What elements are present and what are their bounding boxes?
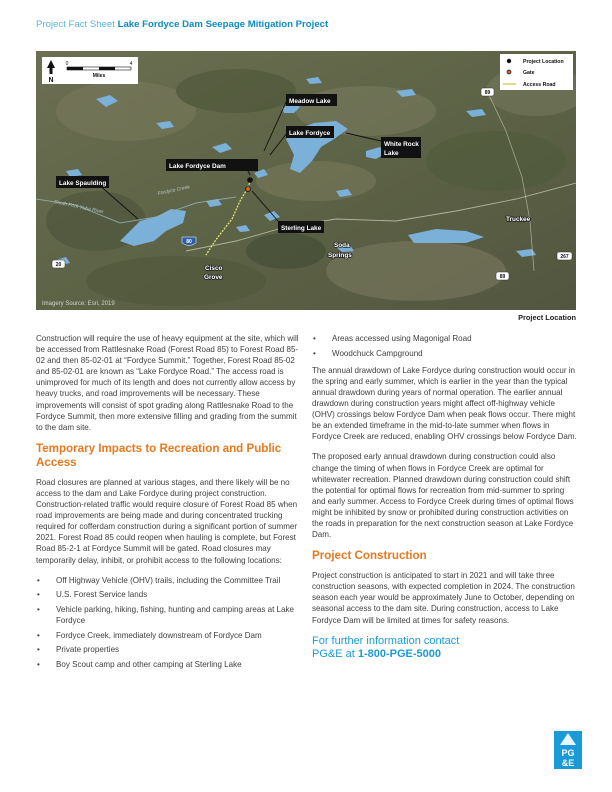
construction-heading: Project Construction: [312, 549, 427, 563]
shield-20: 20: [55, 262, 62, 268]
label-soda-springs-2: Springs: [328, 252, 352, 259]
map-caption: Project Location: [518, 313, 576, 322]
access-bullet-list: [36, 575, 301, 671]
list-item: • Private properties: [37, 645, 120, 655]
bullet-icon: •: [37, 645, 40, 655]
label-truckee: Truckee: [506, 216, 531, 223]
contact-prefix: PG&E at: [312, 648, 358, 661]
label-lake-fordyce-dam: Lake Fordyce Dam: [169, 163, 226, 170]
list-item: • Woodchuck Campground: [313, 348, 423, 358]
recreation-heading: Temporary Impacts to Recreation and Public Access: [36, 441, 282, 469]
svg-text:N: N: [48, 77, 54, 84]
logo-text-bottom: &E: [561, 758, 575, 768]
whitewater-paragraph: The proposed early annual drawdown during construction could also change the timing of when flows in Fordyce Creek are optimal for whitewater recreation. Planned drawdown during construction could shift the potential for optimal flows for recreation from mid-summer to spring and early summer. Access to Fordyce Creek during times of optimal flows might be inhibited by snow or prohibited during construction activities on the roads in preparation for the next construction season at Lake Fordyce Dam.: [312, 452, 574, 540]
left-column: [36, 333, 301, 676]
pge-logo: [554, 731, 582, 769]
bullet-icon: •: [37, 604, 40, 614]
construction-paragraph: Project construction is anticipated to start in 2021 and will take three construction seasons, with expected completion in 2024. The construction season each year would be approximately June to October, depending on seasonal access to the dam site. During construction, access to Lake Fordyce Dam will be limited at times for safety reasons.: [312, 571, 575, 625]
list-item: • Boy Scout camp and other camping at Sterling Lake: [37, 660, 242, 670]
label-soda-springs-1: Soda: [334, 242, 350, 249]
shield-267: 267: [560, 254, 569, 260]
scale-unit: Miles: [92, 73, 106, 79]
contact-line-1: For further information contact: [312, 634, 460, 647]
drawdown-paragraph: The annual drawdown of Lake Fordyce during construction would occur in the spring and early summer, which is earlier in the year than the typical annual drawdown during years of normal operation. The earlier annual drawdown during construction years might affect off-highway vehicle (OHV) crossings below Fordyce Dam when peak flows occur. There might be an extended timeframe in the mid-to-late summer when flows in Fordyce Creek are reduced, enabling OHV crossings below Fordyce Dam.: [312, 365, 577, 442]
closures-paragraph: Road closures are planned at various stages, and there likely will be no access to the dam and Lake Fordyce during project construction. Construction-related traffic would require closure of Forest Road 85 when road improvements are being made and during concentrated trucking required for cofferdam construction during a significant portion of summer 2021. Forest Road 85 could reopen when hauling is complete, but Forest Road 85-2-1 at Fordyce Summit will be gated. Road closures may temporarily delay, inhibit, or prohibit access to the following locations:: [36, 477, 298, 565]
list-item: • Off Highway Vehicle (OHV) trails, including the Committee Trail: [37, 575, 281, 585]
legend-project-location-icon: [507, 59, 511, 63]
imagery-source: Imagery Source: Esri, 2019: [42, 301, 115, 307]
label-white-rock-lake-2: Lake: [384, 150, 399, 157]
list-item: • U.S. Forest Service lands: [37, 590, 148, 600]
bullet-icon: •: [37, 590, 40, 600]
intro-paragraph: Construction will require the use of heavy equipment at the site, which will be accessed from Rattlesnake Road (Forest Road 85) to Forest Road 85-02 and then 85-02-01 at “Fordyce Summit.” Together, Forest Road 85-02 and 85-02-01 are known as “Lake Fordyce Road.” The access road is unimproved for much of its length and does not currently allow access by heavy trucks, and road improvements will be necessary. These improvements will consist of spot grading along Rattlesnake Road to the Fordyce Summit, then more extensive filling and grading from the summit to the dam site.: [36, 334, 299, 432]
access-bullet-list-continued: [312, 333, 578, 359]
label-cisco-grove-2: Grove: [204, 274, 223, 281]
scale-zero: 0: [65, 61, 69, 67]
project-location-map: [36, 51, 576, 310]
page-header: [36, 19, 328, 30]
right-column: [312, 333, 578, 662]
list-item: • Areas accessed using Magonigal Road: [313, 334, 472, 343]
scale-box: [42, 57, 138, 84]
shield-89-bottom: 89: [499, 274, 506, 280]
bullet-icon: •: [37, 630, 40, 640]
contact-line-2: [312, 648, 578, 662]
legend-gate: Gate: [523, 70, 535, 76]
bullet-icon: •: [313, 334, 316, 343]
logo-text-top: PG: [561, 748, 575, 758]
shield-89-top: 89: [484, 90, 491, 96]
project-location-marker: [247, 177, 253, 183]
legend-access-road: Access Road: [523, 82, 556, 88]
bullet-icon: •: [37, 575, 40, 585]
label-meadow-lake: Meadow Lake: [289, 98, 331, 105]
label-lake-fordyce: Lake Fordyce: [289, 130, 331, 137]
header-prefix: Project Fact Sheet: [36, 19, 115, 30]
label-sterling-lake: Sterling Lake: [281, 225, 322, 232]
legend-project-location: Project Location: [523, 59, 564, 65]
shield-80: 80: [186, 239, 192, 245]
label-white-rock-lake-1: White Rock: [384, 141, 419, 148]
legend-gate-icon: [507, 70, 511, 74]
header-title: Lake Fordyce Dam Seepage Mitigation Project: [117, 19, 329, 30]
gate-marker: [246, 187, 251, 192]
list-item: • Vehicle parking, hiking, fishing, hunting and camping areas at Lake Fordyce: [37, 604, 294, 626]
list-item: • Fordyce Creek, immediately downstream of Fordyce Dam: [37, 630, 262, 640]
scale-max: 4: [129, 61, 133, 67]
contact-info: [312, 635, 578, 662]
bullet-icon: •: [313, 348, 316, 358]
label-lake-spaulding: Lake Spaulding: [59, 180, 107, 187]
label-cisco-grove-1: Cisco: [205, 265, 223, 272]
bullet-icon: •: [37, 660, 40, 670]
label-fordyce-creek: Fordyce Creek: [157, 184, 191, 197]
label-south-fork-yuba: South Fork Yuba River: [53, 199, 105, 216]
contact-phone[interactable]: 1-800-PGE-5000: [357, 648, 442, 661]
